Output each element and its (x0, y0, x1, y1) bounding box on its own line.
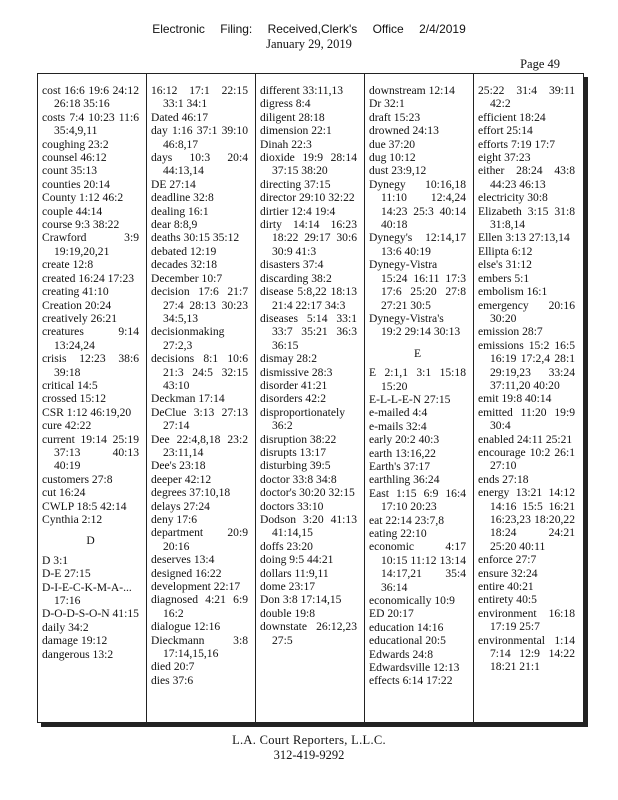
index-entry: Dodson 3:20 41:13 41:14,15 (260, 513, 357, 540)
index-entry: education 14:16 (369, 620, 444, 634)
index-frame (37, 73, 584, 723)
index-entry: crisis 12:23 38:6 39:18 (42, 352, 139, 379)
index-column-3 (260, 84, 357, 647)
index-entry: E-L-L-E-N 27:15 (369, 392, 451, 406)
index-entry: dies 37:6 (151, 673, 194, 687)
index-entry: Ellen 3:13 27:13,14 (478, 231, 570, 245)
index-entry: else's 31:12 (478, 258, 532, 272)
index-column-1 (42, 84, 139, 661)
index-entry: decision 17:6 21:7 27:4 28:13 30:23 34:5,13 (151, 285, 248, 325)
index-entry: emit 19:8 40:14 (478, 392, 552, 406)
footer-company: L.A. Court Reporters, L.L.C. (232, 733, 386, 747)
index-entry: emission 28:7 (478, 325, 543, 339)
index-entry: dollars 11:9,11 (260, 566, 329, 580)
index-entry: cut 16:24 (42, 486, 86, 500)
index-entry: creatively 26:21 (42, 311, 118, 325)
index-entry: Creation 20:24 (42, 298, 112, 312)
index-entry: e-mails 32:4 (369, 419, 427, 433)
index-entry: disorders 42:2 (260, 392, 327, 406)
index-entry: December 10:7 (151, 271, 223, 285)
column-divider (473, 74, 474, 722)
index-entry: ensure 32:24 (478, 566, 538, 580)
index-entry: Dee 22:4,8,18 23:2 23:11,14 (151, 432, 248, 459)
index-entry: count 35:13 (42, 164, 98, 178)
index-entry: D (86, 534, 95, 548)
index-entry: Dinah 22:3 (260, 137, 312, 151)
electronic-filing-header (0, 22, 618, 37)
index-entry: deaths 30:15 35:12 (151, 231, 240, 245)
index-entry: 16:12 17:1 22:15 33:1 34:1 (151, 84, 248, 111)
index-entry: dug 10:12 (369, 151, 416, 165)
index-entry: ED 20:17 (369, 607, 414, 621)
index-entry: Cynthia 2:12 (42, 513, 103, 526)
index-entry: disruption 38:22 (260, 432, 337, 446)
index-entry: dome 23:17 (260, 580, 316, 594)
index-entry: embolism 16:1 (478, 285, 548, 299)
index-entry: current 19:14 25:19 37:13 40:13 40:19 (42, 432, 139, 473)
index-entry: designed 16:22 (151, 566, 222, 580)
index-entry: Dynegy's 12:14,17 13:6 40:19 (369, 231, 466, 258)
index-entry: County 1:12 46:2 (42, 191, 124, 205)
index-entry: doffs 23:20 (260, 539, 313, 553)
index-entry: dismay 28:2 (260, 352, 318, 366)
index-entry: dialogue 12:16 (151, 620, 221, 634)
index-entry: dimension 22:1 (260, 124, 332, 138)
index-entry: eat 22:14 23:7,8 (369, 513, 445, 527)
index-entry: effort 25:14 (478, 124, 533, 138)
column-divider (364, 74, 365, 722)
page-number: Page 49 (520, 57, 560, 71)
index-entry: entire 40:21 (478, 580, 534, 594)
index-entry: draft 15:23 (369, 110, 421, 124)
index-entry: development 22:17 (151, 580, 241, 594)
index-entry: disturbing 39:5 (260, 459, 331, 473)
index-entry: earthling 36:24 (369, 473, 440, 487)
index-entry: early 20:2 40:3 (369, 433, 440, 447)
index-entry: ends 27:18 (478, 472, 529, 486)
index-entry: Dated 46:17 (151, 110, 208, 124)
index-entry: drowned 24:13 (369, 124, 439, 138)
index-entry: economic 4:17 10:15 11:12 13:14 14:17,21 35:4 36:14 (369, 540, 466, 594)
index-entry: disease 5:8,22 18:13 21:4 22:17 34:3 (260, 285, 357, 312)
index-entry: doctor 33:8 34:8 (260, 472, 337, 486)
header-filing: Filing: (220, 22, 253, 36)
index-entry: earth 13:16,22 (369, 446, 436, 460)
index-entry: diligent 28:18 (260, 110, 325, 124)
index-entry: Dee's 23:18 (151, 459, 206, 473)
index-entry: emergency 20:16 30:20 (478, 298, 575, 325)
index-entry: E (413, 346, 422, 360)
index-entry: Dieckmann 3:8 17:14,15,16 (151, 633, 248, 661)
index-entry: D-E 27:15 (42, 567, 91, 581)
index-entry: e-mailed 4:4 (369, 406, 428, 420)
index-entry: eight 37:23 (478, 151, 531, 165)
index-entry: deserves 13:4 (151, 553, 215, 567)
index-entry: diseases 5:14 33:1 33:7 35:21 36:3 36:15 (260, 311, 357, 352)
index-entry: different 33:11,13 (260, 84, 344, 97)
index-entry: directing 37:15 (260, 177, 331, 191)
index-entry: CSR 1:12 46:19,20 (42, 405, 132, 419)
index-entry: counties 20:14 (42, 177, 110, 191)
index-entry: dirtier 12:4 19:4 (260, 204, 336, 218)
index-entry: electricity 30:8 (478, 191, 548, 205)
index-entry: embers 5:1 (478, 271, 530, 285)
index-entry: critical 14:5 (42, 378, 98, 392)
index-column-2 (151, 84, 248, 687)
transcript-date: January 29, 2019 (266, 37, 352, 51)
index-entry: course 9:3 38:22 (42, 218, 120, 232)
index-entry: customers 27:8 (42, 472, 113, 486)
index-entry: educational 20:5 (369, 634, 446, 648)
index-entry: double 19:8 (260, 606, 316, 620)
index-entry: cure 42:22 (42, 419, 92, 433)
index-entry: dismissive 28:3 (260, 365, 333, 379)
index-entry: Earth's 37:17 (369, 459, 431, 473)
index-entry: Dynegy 10:16,18 11:10 12:4,24 14:23 25:3 40:14 40:18 (369, 177, 466, 232)
index-entry: costs 7:4 10:23 11:6 35:4,9,11 (42, 110, 139, 138)
index-entry: disorder 41:21 (260, 378, 328, 392)
index-entry: dangerous 13:2 (42, 647, 114, 661)
index-entry: D 3:1 (42, 553, 69, 567)
index-entry: daily 34:2 (42, 620, 89, 634)
index-entry: economically 10:9 (369, 594, 455, 608)
index-entry: disrupts 13:17 (260, 445, 327, 459)
index-entry: disasters 37:4 (260, 258, 324, 272)
index-entry: Don 3:8 17:14,15 (260, 593, 342, 607)
column-divider (255, 74, 256, 722)
index-entry: crossed 15:12 (42, 392, 107, 406)
index-entry: due 37:20 (369, 137, 416, 151)
index-entry: day 1:16 37:1 39:10 46:8,17 (151, 124, 248, 151)
index-entry: Dr 32:1 (369, 97, 405, 111)
index-entry: Crawford 3:9 19:19,20,21 (42, 231, 139, 258)
index-entry: couple 44:14 (42, 204, 103, 218)
index-entry: doctor's 30:20 32:15 (260, 486, 355, 500)
index-entry: Elizabeth 3:15 31:8 31:8,14 (478, 204, 575, 232)
index-entry: decades 32:18 (151, 258, 217, 272)
index-entry: delays 27:24 (151, 499, 210, 513)
index-entry: died 20:7 (151, 660, 195, 674)
index-entry: creatures 9:14 13:24,24 (42, 325, 139, 352)
header-electronic: Electronic (152, 22, 205, 36)
index-entry: disproportionately 36:2 (260, 405, 346, 433)
index-entry: dust 23:9,12 (369, 164, 427, 178)
index-entry: deny 17:6 (151, 513, 198, 526)
index-entry: 25:22 31:4 39:11 42:2 (478, 84, 575, 111)
header-office: Office (372, 22, 404, 36)
index-entry: emitted 11:20 19:9 30:4 (478, 405, 575, 433)
index-entry: dioxide 19:9 28:14 37:15 38:20 (260, 151, 357, 178)
index-entry: efforts 7:19 17:7 (478, 137, 556, 151)
column-divider (146, 74, 147, 722)
index-entry: emissions 15:2 16:5 16:19 17:2,4 28:1 29:19,23 33:24 37:11,20 40:20 (478, 338, 575, 392)
index-entry: entirety 40:5 (478, 593, 537, 607)
index-entry: downstream 12:14 (369, 84, 455, 97)
footer-phone: 312-419-9292 (273, 748, 345, 762)
index-entry: either 28:24 43:8 44:23 46:13 (478, 164, 575, 191)
index-entry: dealing 16:1 (151, 204, 209, 218)
index-entry: energy 13:21 14:12 14:16 15:5 16:21 16:23,23 18:20,22 18:24 24:21 25:20 40:11 (478, 486, 575, 553)
index-entry: eating 22:10 (369, 527, 427, 540)
index-entry: create 12:8 (42, 258, 94, 272)
index-column-4 (369, 84, 466, 688)
index-entry: decisionmaking 27:2,3 (151, 325, 225, 352)
index-entry: D-I-E-C-K-M-A-... 17:16 (42, 580, 132, 608)
index-entry: E 2:1,1 3:1 15:18 15:20 (369, 366, 466, 393)
index-entry: coughing 23:2 (42, 137, 109, 151)
index-entry: deadline 32:8 (151, 191, 214, 205)
index-entry: director 29:10 32:22 (260, 191, 355, 205)
index-entry: degrees 37:10,18 (151, 486, 231, 500)
index-entry: diagnosed 4:21 6:9 16:2 (151, 593, 248, 620)
index-entry: cost 16:6 19:6 24:12 26:18 35:16 (42, 84, 139, 111)
header-office-date: 2/4/2019 (419, 22, 466, 36)
index-entry: efficient 18:24 (478, 110, 546, 124)
index-entry: created 16:24 17:23 (42, 271, 135, 285)
index-entry: digress 8:4 (260, 97, 311, 111)
index-entry: DeClue 3:13 27:13 27:14 (151, 405, 248, 433)
index-entry: CWLP 18:5 42:14 (42, 499, 127, 513)
index-entry: department 20:9 20:16 (151, 526, 248, 553)
index-entry: enforce 27:7 (478, 553, 537, 567)
index-column-5 (478, 84, 575, 674)
index-entry: Dynegy-Vistra's 19:2 29:14 30:13 (369, 311, 461, 339)
index-entry: Ellipta 6:12 (478, 244, 533, 258)
index-entry: Dynegy-Vistra 15:24 16:11 17:3 17:6 25:20 27:8 27:21 30:5 (369, 258, 466, 312)
index-entry: deeper 42:12 (151, 472, 212, 486)
index-entry: Edwardsville 12:13 (369, 661, 460, 675)
index-entry: debated 12:19 (151, 244, 217, 258)
index-entry: doing 9:5 44:21 (260, 553, 334, 567)
index-entry: Deckman 17:14 (151, 392, 225, 406)
index-entry: downstate 26:12,23 27:5 (260, 620, 357, 647)
index-entry: decisions 8:1 10:6 21:3 24:5 32:15 43:10 (151, 352, 248, 392)
index-entry: environment 16:18 17:19 25:7 (478, 606, 575, 634)
index-entry: counsel 46:12 (42, 151, 107, 165)
index-entry: days 10:3 20:4 44:13,14 (151, 151, 248, 178)
index-entry: DE 27:14 (151, 177, 196, 191)
index-entry: encourage 10:2 26:1 27:10 (478, 445, 575, 473)
index-entry: environmental 1:14 7:14 12:9 14:22 18:21 21:1 (478, 633, 575, 674)
index-entry: effects 6:14 17:22 (369, 674, 453, 688)
header-received: Received,Clerk's (267, 22, 358, 36)
index-entry: East 1:15 6:9 16:4 17:10 20:23 (369, 486, 466, 514)
index-entry: D-O-D-S-O-N 41:15 (42, 607, 139, 621)
index-entry: Edwards 24:8 (369, 647, 434, 661)
index-entry: damage 19:12 (42, 634, 108, 648)
index-entry: dirty 14:14 16:23 18:22 29:17 30:6 30:9 41:3 (260, 218, 357, 258)
index-entry: dear 8:8,9 (151, 218, 198, 232)
index-entry: doctors 33:10 (260, 499, 324, 513)
index-entry: discarding 38:2 (260, 271, 332, 285)
index-entry: creating 41:10 (42, 285, 109, 299)
index-entry: enabled 24:11 25:21 (478, 432, 573, 446)
